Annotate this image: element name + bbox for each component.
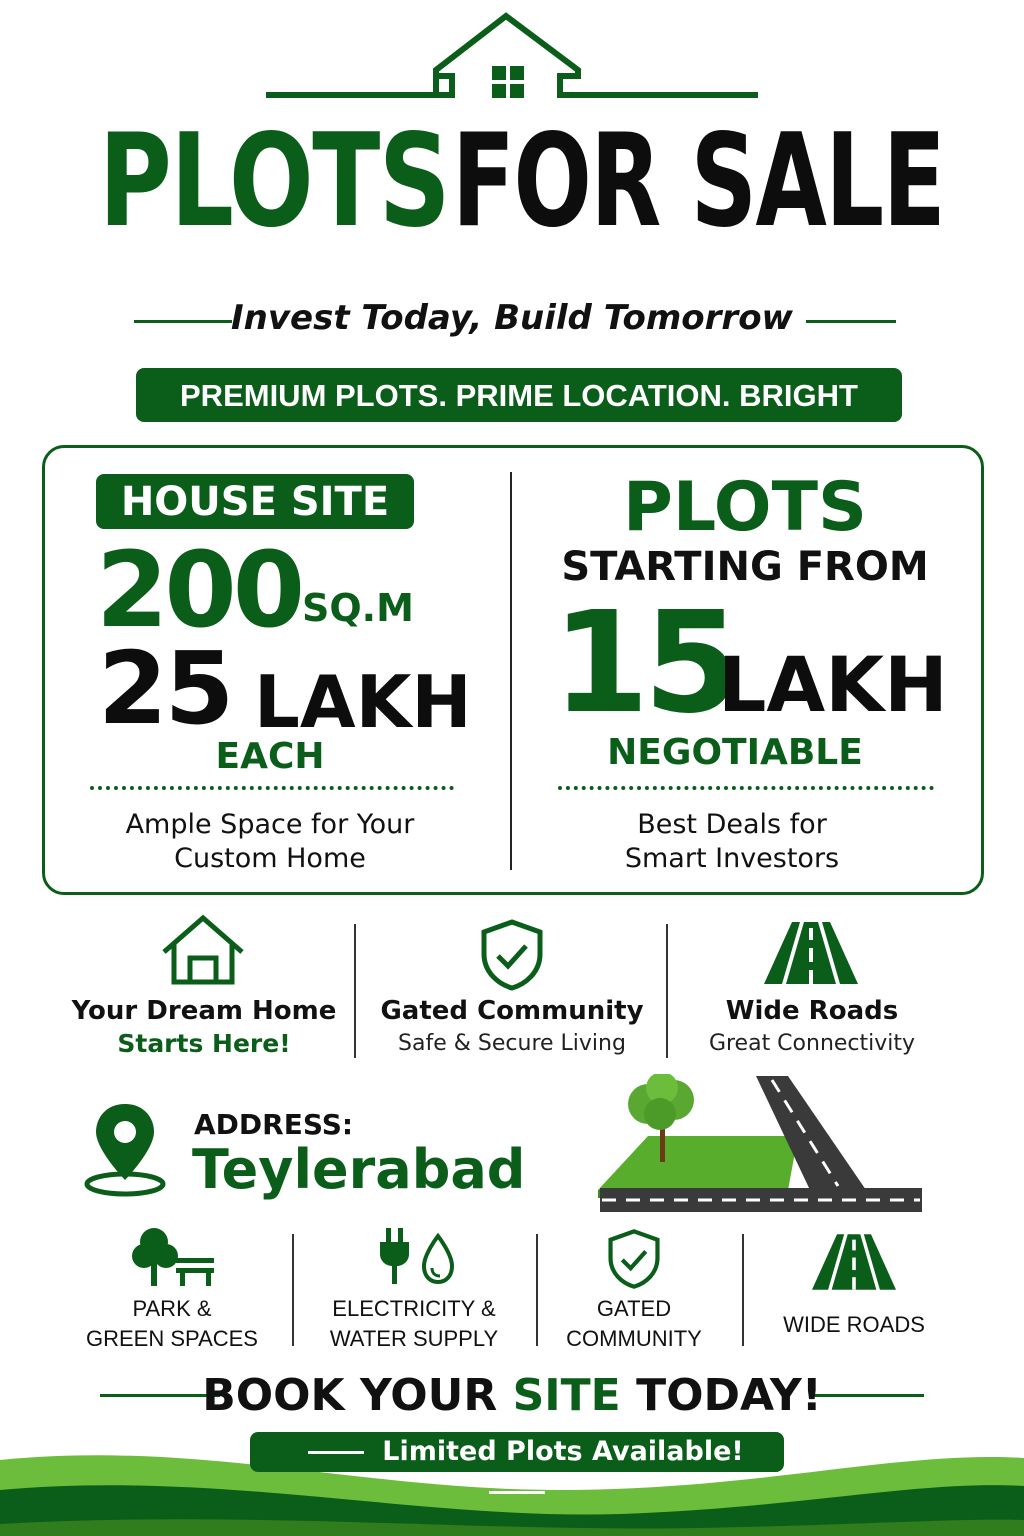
amenity-line1: PARK & [132, 1296, 212, 1321]
house-site-badge: HOUSE SITE [96, 474, 414, 529]
amenity-line2: WATER SUPPLY [329, 1326, 499, 1351]
feature-wide-roads [662, 994, 962, 1060]
feature-dream-home [54, 994, 354, 1060]
plots-description-line1: Best Deals for [637, 809, 827, 840]
plug-water-icon [378, 1226, 458, 1288]
tagline-row [0, 298, 1024, 348]
amenity-park [80, 1294, 264, 1354]
amenity-divider [292, 1234, 294, 1346]
dotted-separator-right [558, 786, 934, 790]
feature-title: Your Dream Home [71, 996, 337, 1026]
plots-price-value: 15 [552, 582, 735, 745]
road-icon [812, 1232, 896, 1292]
amenity-utilities [318, 1294, 510, 1354]
road-icon [764, 920, 858, 986]
site-price-value: 25 [98, 630, 232, 747]
amenity-divider [536, 1234, 538, 1346]
feature-divider [354, 924, 356, 1058]
address-label: ADDRESS: [194, 1108, 354, 1141]
cta-part2: TODAY! [636, 1370, 822, 1421]
feature-gated-community [362, 994, 662, 1060]
site-description [90, 808, 450, 876]
address-value: Teylerabad [192, 1138, 526, 1201]
site-price-qualifier: EACH [215, 736, 325, 777]
dotted-separator-left [90, 786, 454, 790]
plot-road-illustration [598, 1074, 924, 1214]
site-description-line2: Custom Home [174, 843, 366, 874]
amenity-line1: WIDE ROADS [783, 1312, 925, 1337]
plots-price-qualifier: NEGOTIABLE [607, 732, 863, 773]
cta-heading [0, 1370, 1024, 1421]
plots-subheading: STARTING FROM [561, 544, 929, 590]
limited-badge [250, 1432, 784, 1472]
site-description-line1: Ample Space for Your [125, 809, 415, 840]
plots-price-unit: LAKH [718, 640, 948, 729]
offer-divider [510, 472, 512, 870]
limited-text: Limited Plots Available! [382, 1436, 744, 1467]
site-price-unit: LAKH [254, 660, 472, 744]
feature-subtitle: Starts Here! [117, 1029, 291, 1058]
plots-description [540, 808, 924, 876]
amenity-divider [742, 1234, 744, 1346]
amenity-gated [558, 1294, 710, 1354]
feature-subtitle: Great Connectivity [708, 1031, 916, 1056]
plots-description-line2: Smart Investors [624, 843, 840, 874]
location-pin-icon [82, 1100, 168, 1198]
amenity-roads [770, 1310, 938, 1340]
page-title [0, 107, 1024, 256]
limited-dash-right [489, 1491, 545, 1494]
title-word-for-sale: FOR SALE [451, 107, 944, 256]
feature-title: Gated Community [380, 996, 644, 1026]
limited-dash-left [308, 1451, 364, 1454]
amenity-line2: GREEN SPACES [86, 1326, 258, 1351]
plots-heading: PLOTS [623, 468, 867, 547]
amenity-line1: ELECTRICITY & [332, 1296, 496, 1321]
shield-check-icon [480, 918, 544, 992]
cta-part1: BOOK YOUR [202, 1370, 498, 1421]
feature-subtitle: Safe & Secure Living [398, 1031, 626, 1056]
premium-banner: PREMIUM PLOTS. PRIME LOCATION. BRIGHT FUTURE. [136, 368, 902, 422]
site-size-value: 200 [96, 529, 302, 651]
tree-bench-icon [132, 1224, 218, 1288]
shield-check-icon [606, 1228, 662, 1290]
title-word-plots: PLOTS [98, 107, 450, 256]
feature-title: Wide Roads [725, 996, 899, 1026]
tagline-line-right [806, 320, 896, 323]
amenity-line1: GATED [596, 1296, 672, 1321]
house-logo-icon [262, 8, 762, 108]
cta-accent: SITE [512, 1370, 621, 1421]
house-outline-icon [160, 914, 246, 986]
site-size-unit: SQ.M [302, 586, 414, 630]
amenity-line2: COMMUNITY [566, 1326, 702, 1351]
tagline: Invest Today, Build Tomorrow [231, 298, 793, 338]
